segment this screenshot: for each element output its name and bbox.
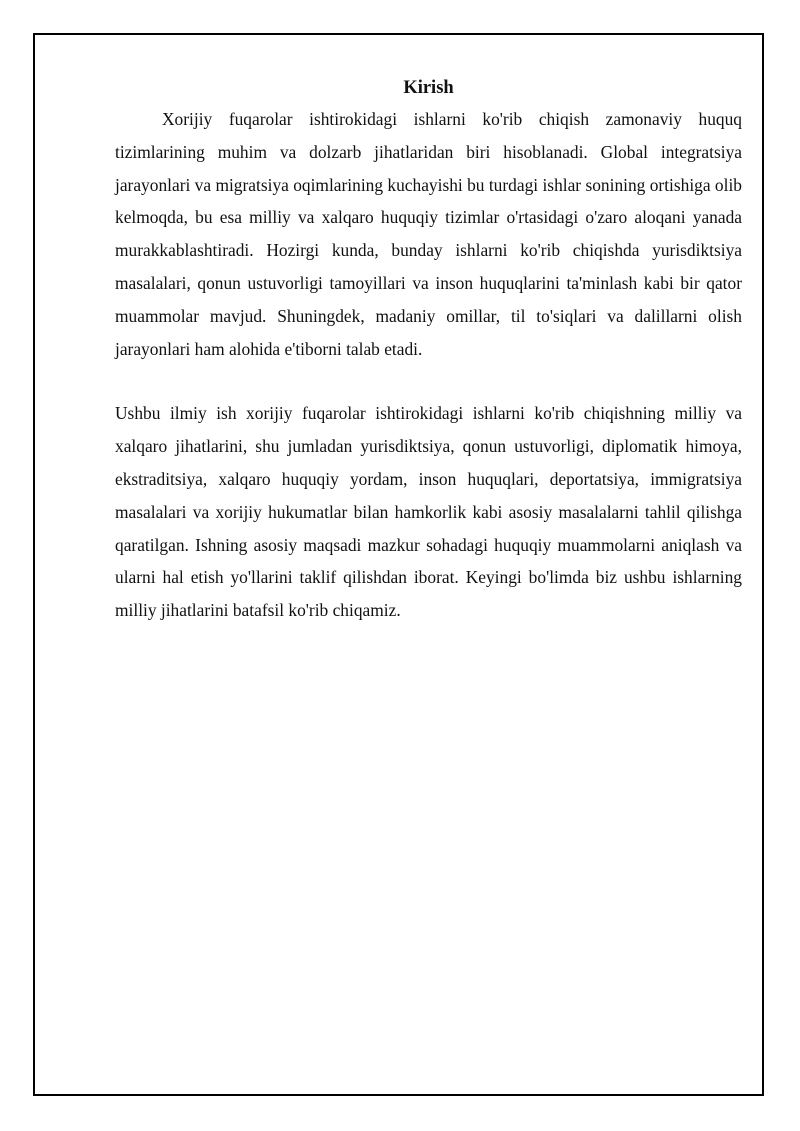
document-body bbox=[115, 74, 742, 627]
document-title: Kirish bbox=[403, 78, 454, 98]
paragraph-intro: Xorijiy fuqarolar ishtirokidagi ishlarni ko'rib chiqish zamonaviy huquq tizimlarining muhim va dolzarb jihatlaridan biri hisoblanadi. Global integratsiya jarayonlari va migratsiya oqimlarining kuchayishi bu turdagi ishlar sonining ortishiga olib kelmoqda, bu esa milliy va xalqaro huquqiy tizimlar o'rtasidagi o'zaro aloqani yanada murakkablashtiradi. Hozirgi kunda, bunday ishlarni ko'rib chiqishda yurisdiktsiya masalalari, qonun ustuvorligi tamoyillari va inson huquqlarini ta'minlash kabi bir qator muammolar mavjud. Shuningdek, madaniy omillar, til to'siqlari va dalillarni olish jarayonlari ham alohida e'tiborni talab etadi. bbox=[115, 109, 742, 359]
paragraph-spacer bbox=[115, 365, 742, 397]
paragraph-scope: Ushbu ilmiy ish xorijiy fuqarolar ishtirokidagi ishlarni ko'rib chiqishning milliy va xalqaro jihatlarini, shu jumladan yurisdiktsiya, qonun ustuvorligi, diplomatik himoya, ekstraditsiya, xalqaro huquqiy yordam, inson huquqlari, deportatsiya, immigratsiya masalalari va xorijiy hukumatlar bilan hamkorlik kabi asosiy masalalarni tahlil qilishga qaratilgan. Ishning asosiy maqsadi mazkur sohadagi huquqiy muammolarni aniqlash va ularni hal etish yo'llarini taklif qilishdan iborat. Keyingi bo'limda biz ushbu ishlarning milliy jihatlarini batafsil ko'rib chiqamiz. bbox=[115, 403, 742, 621]
